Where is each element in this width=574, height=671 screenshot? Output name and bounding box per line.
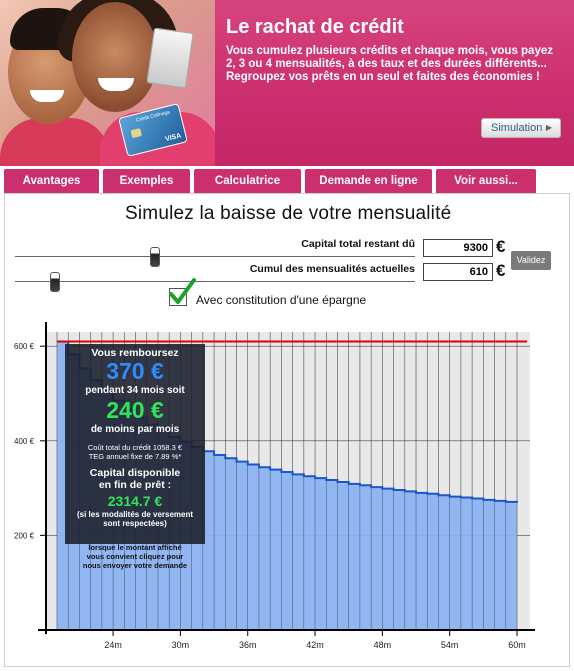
capital-input[interactable]: 9300 (423, 239, 493, 257)
chevron-right-icon: ▶ (545, 123, 552, 132)
x-tick-label: 30m (171, 640, 190, 650)
summary-line2: pendant 34 mois soit (85, 385, 185, 396)
capital-slider-track[interactable] (15, 256, 415, 257)
card-brand-text: Crédit Cofinoga (135, 109, 171, 124)
x-tick-label: 36m (238, 640, 257, 650)
x-tick-label: 54m (440, 640, 459, 650)
mensualites-currency: € (496, 261, 506, 280)
epargne-checkbox[interactable] (169, 288, 187, 306)
shirt-shape (0, 118, 110, 166)
validate-button[interactable]: Validez (511, 251, 551, 270)
conditions-line2: sont respectées) (103, 519, 167, 528)
tab-bar (0, 169, 574, 193)
note-line1: lorsque le montant affiché (88, 543, 182, 552)
banner-title: Le rachat de crédit (226, 16, 404, 38)
simulation-button-label: Simulation (491, 122, 543, 134)
y-tick-label: 400 € (14, 436, 35, 446)
capital-amount: 2314.7 € (107, 493, 163, 509)
note-line3: nous envoyer votre demande (82, 561, 188, 570)
capital-currency: € (496, 237, 506, 256)
x-axis-ticks (104, 630, 525, 650)
tab-avantages[interactable]: Avantages (4, 169, 99, 193)
simulation-button[interactable] (481, 118, 561, 138)
summary-box[interactable] (65, 344, 205, 544)
mensualites-slider-track[interactable] (15, 281, 415, 282)
note-line2: vous convient cliquez pour (86, 552, 184, 561)
mensualites-input[interactable]: 610 (423, 263, 493, 281)
new-mensualite-amount: 370 € (106, 358, 164, 384)
capital-slider-handle[interactable] (150, 247, 160, 267)
simulator-title: Simulez la baisse de votre mensualité (125, 203, 452, 224)
x-tick-label: 42m (306, 640, 324, 650)
face-shape (72, 2, 158, 112)
cost-line: Coût total du crédit 1058.3 € (87, 443, 183, 452)
mensualites-label: Cumul des mensualités actuelles (249, 263, 415, 275)
checkmark-icon (167, 277, 197, 307)
tab-calculatrice[interactable]: Calculatrice (194, 169, 301, 193)
mensualites-slider-handle[interactable] (50, 272, 60, 292)
x-tick-label: 60m (508, 640, 526, 650)
calculator-icon (146, 27, 193, 88)
epargne-label: Avec constitution d'une épargne (196, 293, 367, 307)
tab-demande-en-ligne[interactable]: Demande en ligne (305, 169, 432, 193)
teg-line: TEG annuel fixe de 7.89 %* (88, 452, 182, 461)
summary-line1: Vous remboursez (91, 347, 179, 359)
summary-line3: de moins par mois (90, 424, 180, 435)
card-chip (130, 128, 142, 138)
x-tick-label: 24m (104, 640, 122, 650)
banner (0, 0, 574, 166)
banner-photo (0, 0, 215, 166)
y-axis-ticks (14, 342, 46, 540)
card-visa-text: VISA (164, 132, 183, 144)
capital-label: Capital total restant dû (301, 238, 415, 250)
send-request-note[interactable] (64, 543, 206, 570)
tab-voir-aussi[interactable]: Voir aussi... (436, 169, 536, 193)
x-tick-label: 48m (373, 640, 392, 650)
savings-amount: 240 € (106, 397, 164, 423)
y-tick-label: 600 € (14, 342, 35, 352)
banner-text: Vous cumulez plusieurs crédits et chaque mois, vous payez 2, 3 ou 4 mensualités, à des taux et des durées différents... Regroupez vos prêts en un seul et faites des économies ! (226, 45, 553, 83)
y-tick-label: 200 € (14, 531, 35, 541)
conditions-line1: (si les modalités de versement (76, 510, 194, 519)
capital-title-line1: Capital disponible (89, 467, 181, 479)
tab-exemples[interactable]: Exemples (103, 169, 190, 193)
capital-title-line2: en fin de prêt : (98, 479, 172, 491)
